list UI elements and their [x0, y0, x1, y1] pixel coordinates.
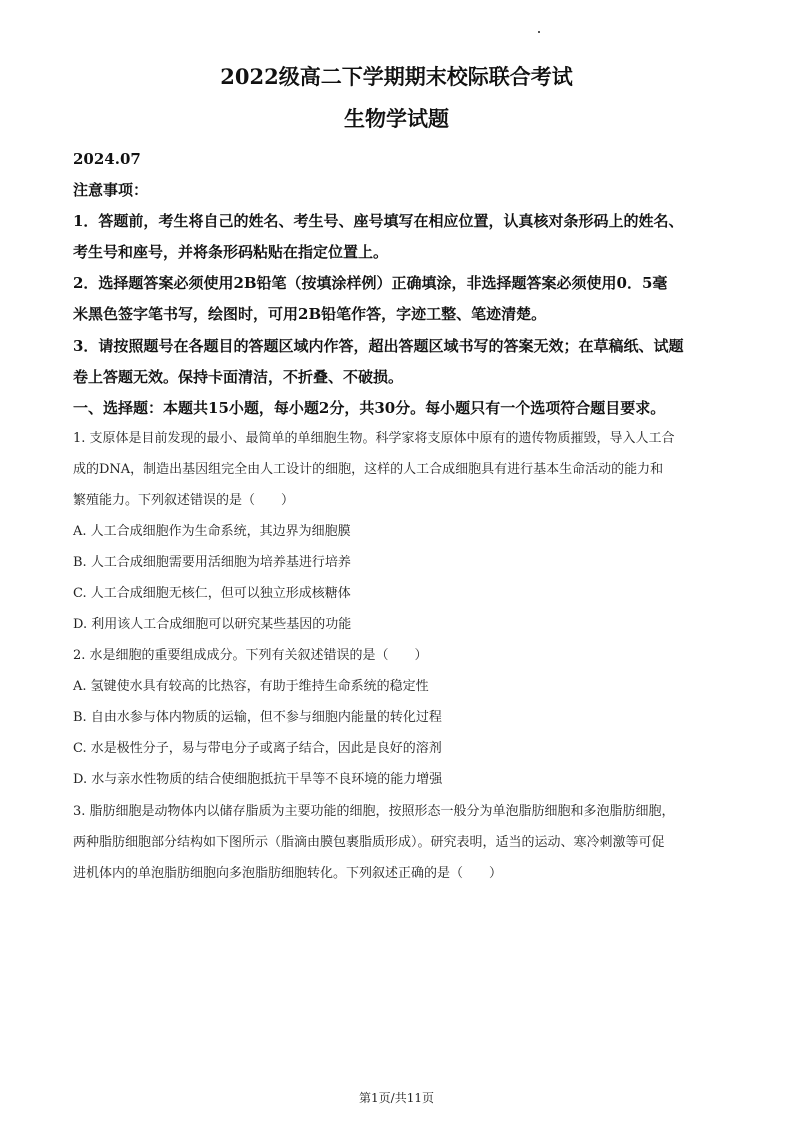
exam-title: 2022级高二下学期期末校际联合考试 [220, 64, 573, 89]
question-option: B. 人工合成细胞需要用活细胞为培养基进行培养 [73, 555, 351, 570]
notice-line: 米黑色签字笔书写，绘图时，可用2B铅笔作答，字迹工整、笔迹清楚。 [73, 305, 547, 323]
question-option: D. 水与亲水性物质的结合使细胞抵抗干旱等不良环境的能力增强 [73, 772, 443, 787]
question-stem-line: 成的DNA，制造出基因组完全由人工设计的细胞，这样的人工合成细胞具有进行基本生命活动的能力和 [73, 462, 664, 477]
exam-subtitle: 生物学试题 [344, 106, 449, 131]
notice-line: 2．选择题答案必须使用2B铅笔（按填涂样例）正确填涂，非选择题答案必须使用0．5毫 [73, 274, 668, 292]
notice-line: 1．答题前，考生将自己的姓名、考生号、座号填写在相应位置，认真核对条形码上的姓名、 [73, 212, 684, 230]
notice-heading: 注意事项： [73, 181, 149, 199]
question-stem-line: 2. 水是细胞的重要组成成分。下列有关叙述错误的是（ ） [73, 648, 428, 663]
question-option: C. 水是极性分子，易与带电分子或离子结合，因此是良好的溶剂 [73, 741, 442, 756]
question-option: B. 自由水参与体内物质的运输，但不参与细胞内能量的转化过程 [73, 710, 442, 725]
section-heading: 一、选择题：本题共15小题，每小题2分，共30分。每小题只有一个选项符合题目要求。 [73, 399, 666, 417]
question-stem-line: 3. 脂肪细胞是动物体内以储存脂质为主要功能的细胞，按照形态一般分为单泡脂肪细胞和多泡脂肪细胞， [73, 804, 675, 819]
question-stem-line: 两种脂肪细胞部分结构如下图所示（脂滴由膜包裹脂质形成）。研究表明，适当的运动、寒冷刺激等可促 [73, 835, 665, 850]
stray-mark [538, 31, 540, 33]
page-number: 第1页/共11页 [359, 1091, 434, 1105]
question-option: C. 人工合成细胞无核仁，但可以独立形成核糖体 [73, 586, 351, 601]
question-option: A. 人工合成细胞作为生命系统，其边界为细胞膜 [73, 524, 351, 539]
question-stem-line: 进机体内的单泡脂肪细胞向多泡脂肪细胞转化。下列叙述正确的是（ ） [73, 866, 503, 881]
question-stem-line: 1. 支原体是目前发现的最小、最简单的单细胞生物。科学家将支原体中原有的遗传物质摧毁，导入人工合 [73, 431, 675, 446]
exam-date: 2024.07 [73, 150, 141, 168]
question-option: A. 氢键使水具有较高的比热容，有助于维持生命系统的稳定性 [73, 679, 429, 694]
question-option: D. 利用该人工合成细胞可以研究某些基因的功能 [73, 617, 352, 632]
notice-line: 考生号和座号，并将条形码粘贴在指定位置上。 [73, 243, 389, 261]
notice-line: 3．请按照题号在各题目的答题区域内作答，超出答题区域书写的答案无效；在草稿纸、试题 [73, 337, 684, 355]
question-stem-line: 繁殖能力。下列叙述错误的是（ ） [73, 493, 295, 508]
notice-line: 卷上答题无效。保持卡面清洁，不折叠、不破损。 [73, 368, 404, 386]
